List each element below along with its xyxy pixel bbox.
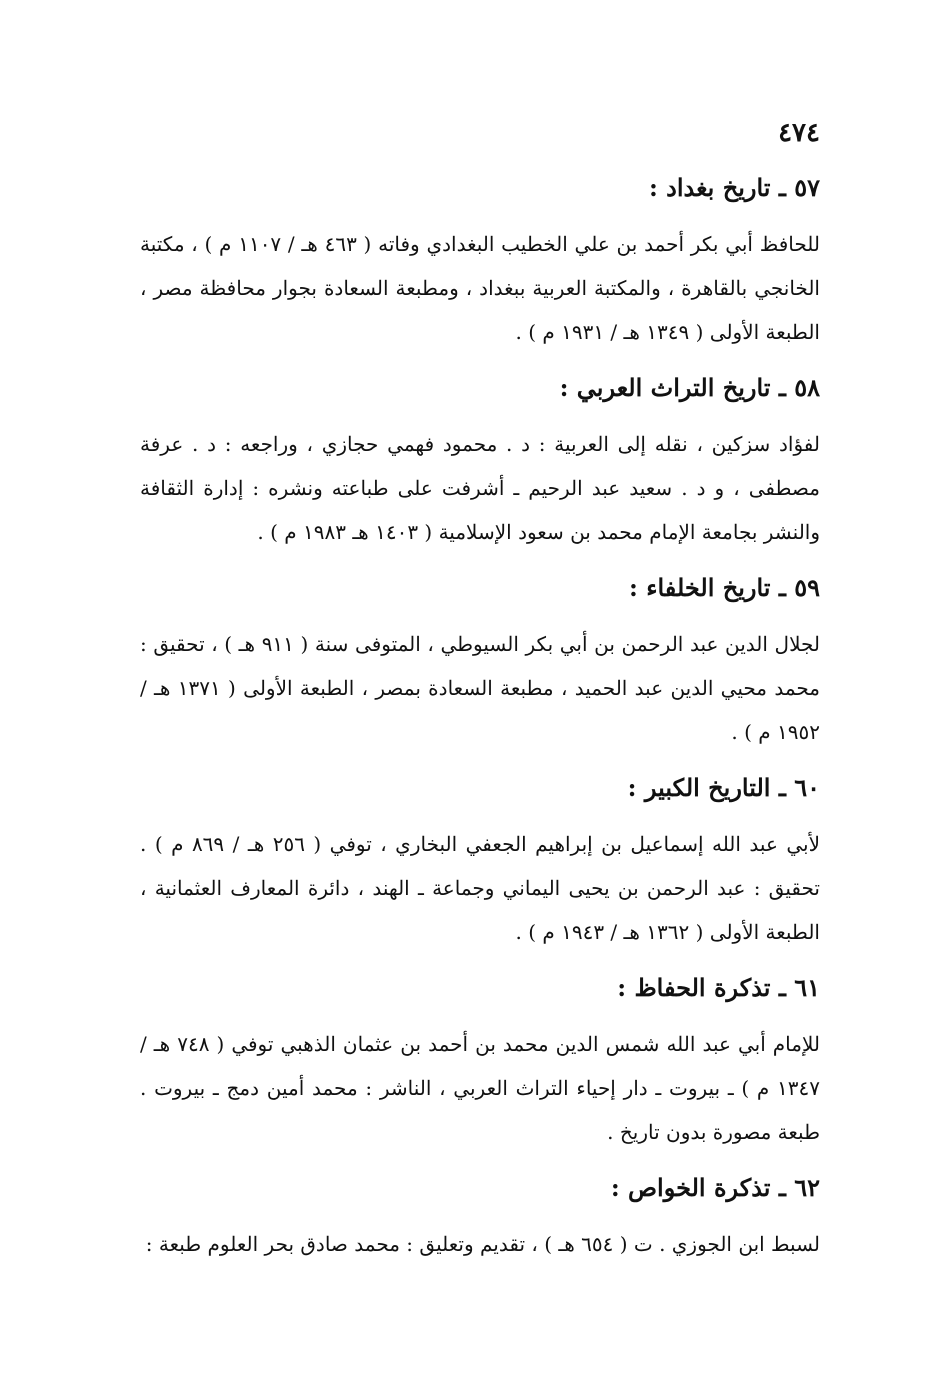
entry-title: ٦٠ ـ التاريخ الكبير :: [627, 773, 820, 802]
bibliography-entry: [140, 168, 820, 354]
entry-body: لفؤاد سزكين ، نقله إلى العربية : د . محمود فهمي حجازي ، وراجعه : د . عرفة مصطفى ، و د . سعيد عبد الرحيم ـ أشرفت على طباعته ونشره : إدارة الثقافة والنشر بجامعة الإمام محمد بن سعود الإسلامية ( ١٤٠٣ هـ ١٩٨٣ م ) .: [140, 432, 820, 544]
entry-body: لأبي عبد الله إسماعيل بن إبراهيم الجعفي البخاري ، توفي ( ٢٥٦ هـ / ٨٦٩ م ) . تحقيق : عبد الرحمن بن يحيى اليماني وجماعة ـ الهند ، دائرة المعارف العثمانية ، الطبعة الأولى ( ١٣٦٢ هـ / ١٩٤٣ م ) .: [140, 832, 820, 944]
entry-title: ٥٧ ـ تاريخ بغداد :: [648, 173, 820, 202]
entry-body: لسبط ابن الجوزي . ت ( ٦٥٤ هـ ) ، تقديم وتعليق : محمد صادق بحر العلوم طبعة :: [145, 1232, 820, 1256]
bibliography-entry: [140, 368, 820, 554]
entry-title: ٦٢ ـ تذكرة الخواص :: [610, 1173, 820, 1202]
bibliography-entry: [140, 968, 820, 1154]
page-number: ٤٧٤: [778, 118, 820, 148]
entry-title: ٥٩ ـ تاريخ الخلفاء :: [628, 573, 820, 602]
entry-body: للحافظ أبي بكر أحمد بن علي الخطيب البغدادي وفاته ( ٤٦٣ هـ / ١١٠٧ م ) ، مكتبة الخانجي بالقاهرة ، والمكتبة العربية ببغداد ، ومطبعة السعادة بجوار محافظة مصر ، الطبعة الأولى ( ١٣٤٩ هـ / ١٩٣١ م ) .: [140, 232, 821, 344]
bibliography-entry: [140, 568, 820, 754]
entry-title: ٦١ ـ تذكرة الحفاظ :: [617, 973, 820, 1002]
bibliography-list: [140, 168, 820, 1280]
entry-body: لجلال الدين عبد الرحمن بن أبي بكر السيوطي ، المتوفى سنة ( ٩١١ هـ ) ، تحقيق : محمد محيي الدين عبد الحميد ، مطبعة السعادة بمصر ، الطبعة الأولى ( ١٣٧١ هـ / ١٩٥٢ م ) .: [140, 632, 821, 744]
entry-title: ٥٨ ـ تاريخ التراث العربي :: [559, 373, 820, 402]
bibliography-entry: [140, 768, 820, 954]
bibliography-entry: [140, 1168, 820, 1266]
entry-body: للإمام أبي عبد الله شمس الدين محمد بن أحمد بن عثمان الذهبي توفي ( ٧٤٨ هـ / ١٣٤٧ م ) ـ بيروت ـ دار إحياء التراث العربي ، الناشر : محمد أمين دمج ـ بيروت . طبعة مصورة بدون تاريخ .: [140, 1032, 821, 1144]
